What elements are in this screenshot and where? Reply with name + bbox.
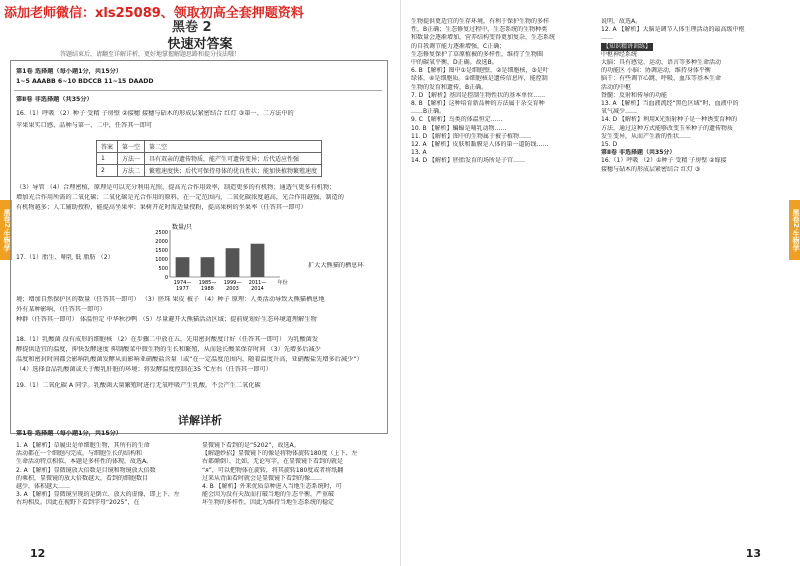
detail-line: 右均相反。因此在视野下看到字母“2025”，在 — [16, 499, 140, 507]
detail-line: 14. D 【解析】胚胎发育的场所是子宫…… — [411, 157, 525, 165]
x-tick-label: 2011— — [248, 280, 267, 286]
y-tick-label: 0 — [164, 275, 168, 281]
table-header: 第一空 — [118, 141, 145, 153]
detail-line: 和数量会逐渐增加，营养结构变得更加复杂，生态系统 — [411, 34, 556, 42]
table-header-row — [97, 141, 322, 153]
y-tick-label: 500 — [158, 266, 168, 272]
table-row — [97, 153, 322, 165]
table-cell: 2 — [97, 165, 118, 177]
q19-line: 19.（1）二氧化碳 A 同学。乳酸菌大量繁殖时进行无氧呼吸产生乳酸，不会产生二氧化碳 — [16, 382, 261, 389]
x-tick-label: 2014 — [251, 286, 264, 292]
detail-line: 显微镜下看到的是“5202”，故选A。 — [202, 442, 300, 449]
detail-line: 接穗与砧木的形成层紧密结合 红灯 ③ — [601, 165, 701, 173]
part2-header: 第Ⅱ卷 非选择题（共35分） — [16, 96, 93, 103]
detail-line: …… — [601, 34, 613, 42]
q16-line1: 16.（1）呼吸 （2）种子 受精 子房壁 ②接穗 接穗与砧木的形成层紧密结合 红灯 ③第一、二方法中的 — [16, 110, 294, 117]
table-cell: 1 — [97, 153, 118, 165]
watermark: 添加老师微信：xls25089、领取初高全套押题资料 — [4, 6, 304, 21]
detail-column-2 — [202, 442, 382, 508]
table-cell: 具有双亲的遗传物质，能产生可遗传变异；后代适应性强 — [145, 153, 322, 165]
bar — [251, 244, 265, 277]
detail-line: 13. A — [411, 149, 427, 157]
q17-line: 种群（任答其一即可） 体温恒定 中华秋沙鸭 （5）尽量避开大熊猫活动区域；提前规划好生态环境道理解生物 — [16, 316, 317, 323]
detail-line: 越少，体积越大…… — [16, 483, 71, 491]
detail-line: 4. B 【解析】外来优质草种进入当地生态系统时，可 — [202, 483, 342, 491]
x-tick-label: 1977 — [176, 286, 189, 292]
detail-line: 生命活动特点相似。本题是多样性的体现，故选A。 — [16, 458, 153, 466]
table-cell: 方法一 — [118, 153, 145, 165]
right-column-2 — [601, 18, 783, 174]
x-tick-label: 1985— — [198, 280, 217, 286]
detail-line: 16.（1）呼吸 （2）①种子 受精 子房壁 ②嫁接 — [601, 157, 727, 165]
q18-line: 酵提供适宜的温度，抑快发酵速度 抑制酸菜中微生物的生长和繁殖，从而延长酸菜保存时间 （3）先增多后减少 — [16, 346, 321, 353]
detail-line: 绿体，④是细胞质。②细胞核是遗传信息库，能控制 — [411, 75, 548, 83]
q17-line: 外有某种影响，（任答其一即可） — [16, 306, 106, 313]
detail-line: 脑干：有些调节心跳、呼吸、血压等基本生命 — [601, 75, 722, 83]
detail-line: 中枢神经系统 — [601, 50, 638, 58]
detail-line: 第Ⅱ卷 非选择题（共35分） — [601, 149, 676, 157]
detail-line: 7. D 【解析】基因是控制生物性状的基本单位…… — [411, 91, 546, 99]
right-column-1 — [411, 18, 596, 166]
part1-header: 第1卷 选择题（每小题1分，共15分） — [16, 68, 122, 75]
subtitle: 答题结束后，请翻至详解详析，更好地掌握解题思路和提分技法哦！ — [60, 51, 241, 58]
right-side-tab: 黑卷2·生物学 — [789, 200, 800, 260]
q17: 17.（1）胎生、哺乳 低 脂肪 （2） — [16, 254, 114, 261]
volume-title: 黑卷 2 — [172, 20, 212, 35]
panda-population-chart — [150, 222, 300, 292]
y-tick-label: 2500 — [155, 230, 168, 236]
chart-caption: 扩大大熊猫的栖息环 — [308, 262, 364, 269]
bar — [226, 248, 240, 277]
page-number-right: 13 — [745, 547, 761, 560]
detail-line: 氧气减少…… — [601, 108, 638, 116]
y-tick-label: 1500 — [155, 248, 168, 254]
detail-column-1 — [16, 442, 196, 508]
detail-line: 9. C 【解析】鸟类的体温恒定…… — [411, 116, 503, 124]
detail-header: 第1卷 选择题（每小题1分，共15分） — [16, 430, 122, 437]
detail-line: 生态修复保护了草原植被的多样性，维持了生物圈 — [411, 50, 544, 58]
detail-line: “ᴙ”，可以把物体在旋转，将其旋转180度或者将纸翻 — [202, 466, 344, 474]
detail-line: 10. B 【解析】蝙蝠是哺乳动物…… — [411, 124, 507, 132]
part1-answers: 1~5 AAABB 6~10 BDCCB 11~15 DAADD — [16, 78, 154, 85]
detail-line: 12. A 【解析】皮肤和黏膜是人体的第一道防线…… — [411, 141, 549, 149]
detail-line: 2. A 【解析】显微镜放大倍数是目镜和物镜放大倍数 — [16, 466, 156, 474]
detail-line: 【解题妙招】显微镜下的像是将物体旋转180度（上下、左 — [202, 450, 358, 458]
quick-answers-title: 快速对答案 — [167, 37, 233, 52]
table-cell: 方法二 — [118, 165, 145, 177]
left-side-tab: 黑卷2·生物学 — [0, 200, 12, 260]
knowledge-tag: 【知识精讲训练】 — [603, 42, 652, 50]
table-cell: 繁殖速度快；后代可保持母体的优良性状；能加快植物繁殖速度 — [145, 165, 322, 177]
x-tick-label: 年份 — [277, 280, 288, 286]
detail-line: 活动的中枢 — [601, 83, 632, 91]
detail-line: 说明，故选A。 — [601, 18, 642, 25]
detail-line: 活动都在一个细胞内完成，与细胞生长的结构和 — [16, 450, 143, 458]
detail-line: 1. A 【解析】草履虫是单细胞生物，其所有的生命 — [16, 442, 150, 449]
q18-line: 温度和密封时间都会影响乳酸菌发酵从而影响亚硝酸盐含量（或“在一定温度范围内，随着温度升高，亚硝酸盐先增多后减少”） — [16, 356, 363, 363]
x-tick-label: 1999— — [223, 280, 242, 286]
bar — [201, 257, 215, 277]
x-tick-label: 1974— — [173, 280, 192, 286]
y-tick-label: 2000 — [155, 239, 168, 245]
detail-line: 生物提供更适宜的生存环境，有利于保护生物的多样 — [411, 18, 550, 25]
detail-line: 性，B正确；生态修复过程中，生态系统的生物种类 — [411, 26, 548, 34]
detail-section-title: 详解详析 — [178, 414, 222, 427]
table-header: 答案 — [97, 141, 118, 153]
detail-line: 大脑：具有感觉、运动、语言等多种生命活动 — [601, 59, 722, 67]
detail-line: 中的碳氧平衡，D正确。故选B。 — [411, 59, 498, 67]
table-row — [97, 165, 322, 177]
detail-line: 13. A 【解析】当血液流经“黑色区域”时，血液中的 — [601, 100, 739, 108]
q16-3: （3）导管 （4）合理密植，原理是可以充分利用光照，提高光合作用效率，制造更多的有机物；通透气更多有机物； — [16, 184, 336, 191]
detail-line: 12. A 【解析】大脑是调节人体生理活动的最高级中枢 — [601, 26, 745, 34]
detail-line: ……B正确。 — [411, 108, 446, 116]
chart-ylabel: 数量/只 — [172, 224, 193, 231]
detail-line: 发生变异，从而产生新的性状…… — [601, 132, 692, 140]
y-tick-label: 1000 — [155, 257, 168, 263]
detail-line: 右都颠倒），比如，无论写字，在显微镜下看到的就是 — [202, 458, 344, 466]
right-page — [400, 0, 800, 566]
page-number-left: 12 — [30, 547, 46, 560]
detail-line: 14. D 【解析】利用X光照射种子是一种诱变育种的 — [601, 116, 738, 124]
x-tick-label: 1988 — [201, 286, 214, 292]
q17-line: 境；增加自然保护区的数量（任答其一即可） （3）胚珠 果皮 被子 （4）种子 原理：人类活动导致大熊猫栖息地 — [16, 296, 325, 303]
detail-line: 3. A 【解析】显微镜呈现的是倒立、放大的虚像，即上下、左 — [16, 491, 180, 499]
q16-3b: 增加光合作用所需的二氧化碳；二氧化碳是光合作用的原料，在一定范围内，二氧化碳浓度越高，光合作用越强，制造的 — [16, 194, 344, 201]
detail-line: 的自我调节能力逐渐增强，C正确； — [411, 42, 506, 50]
detail-line: 的功能区 小脑：协调运动，维持身体平衡 — [601, 67, 711, 75]
detail-line: 的乘积，显微镜的放大倍数越大，看到的细胞数目 — [16, 474, 149, 482]
detail-line: 生物的发育和遗传，B正确。 — [411, 83, 488, 91]
table-header: 第二空 — [145, 141, 322, 153]
q16-3c: 有机物越多；人工辅助授粉，能提高坐果率；果树开花时需适量授粉，提高果树的坐果率（任答其一即可） — [16, 204, 307, 211]
detail-line: 8. B 【解析】这种培育新品种的方法属于杂交育种 — [411, 100, 545, 108]
detail-line: 坏生物的多样性，因此为维持当地生态系统的稳定 — [202, 499, 335, 507]
bar — [176, 257, 190, 277]
q18-line: 18.（1）乳酸菌 没有成形的细胞核 （2）在步骤二中放在五，先用密封酸度计好（任答其一即可） 为乳酸菌发 — [16, 336, 319, 343]
q18-line: （4）选择食品乳酸菌或关于酸乳肝脏的环境；将发酵温度控制在35 ℃左右（任答其一即可） — [16, 366, 272, 373]
detail-line: 15. D — [601, 141, 618, 149]
detail-line: 6. B 【解析】图中①是细胞壁，②是细胞核，③是叶 — [411, 67, 549, 75]
detail-line: 脊髓：反射和传导的功能 — [601, 91, 668, 99]
detail-line: 11. D 【解析】图中的生物属于被子植物…… — [411, 132, 531, 140]
detail-line: 方法，通过这种方式能够改变玉米种子的遗传物质 — [601, 124, 734, 132]
detail-line: 能会因为没有天敌而打破当地的生态平衡，严重破 — [202, 491, 335, 499]
detail-line: 过来从背面看时就会是显微镜下看到的像…… — [202, 474, 323, 482]
divider — [14, 90, 382, 91]
x-tick-label: 2003 — [226, 286, 239, 292]
q16-line2: 苹果果实口感、品种与第一、二中，任答其一即可 — [16, 122, 153, 129]
answer-table — [96, 140, 322, 177]
